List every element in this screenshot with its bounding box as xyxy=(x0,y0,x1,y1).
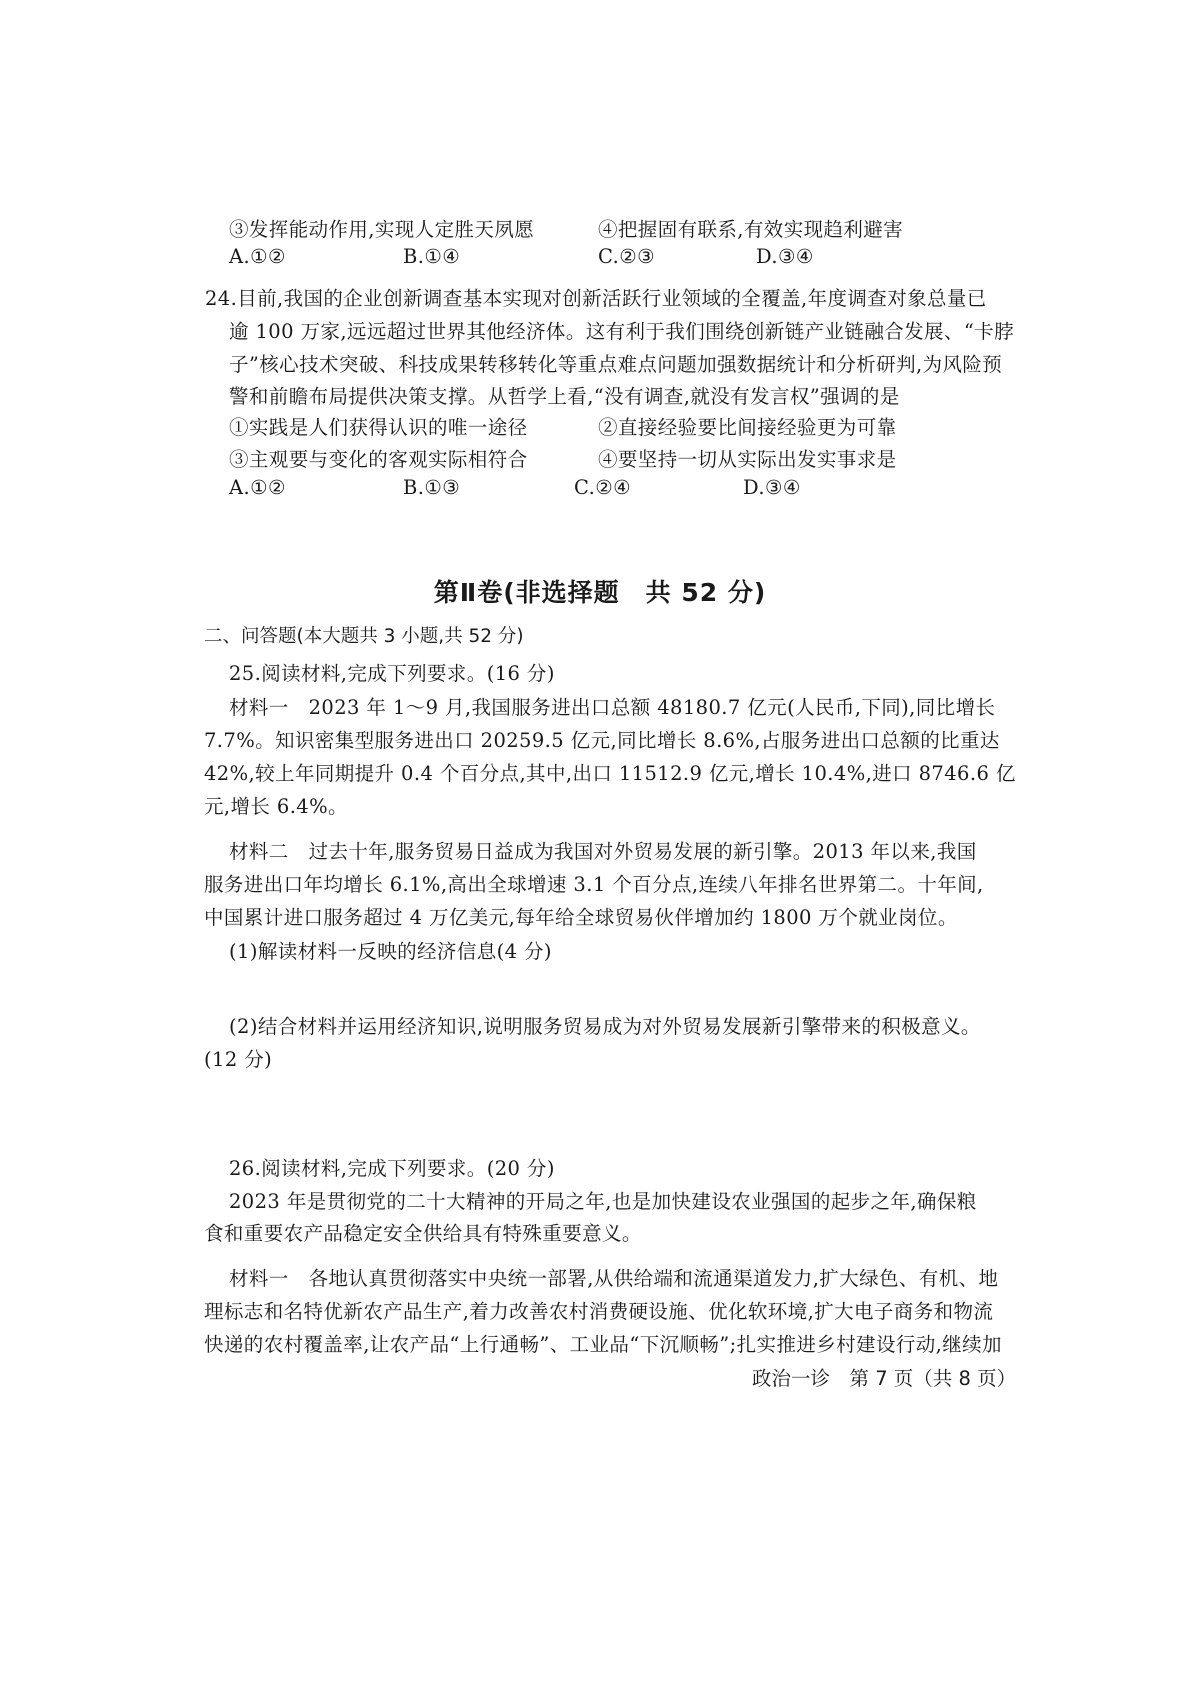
q24-option-1: ①实践是人们获得认识的唯一途径 xyxy=(229,416,528,439)
q24-line-2: 逾 100 万家,远远超过世界其他经济体。这有利于我们围绕创新链产业链融合发展、“卡脖 xyxy=(229,320,1014,343)
q25-heading: 25.阅读材料,完成下列要求。(16 分) xyxy=(229,662,555,685)
q24-line-1: 24.目前,我国的企业创新调查基本实现对创新活跃行业领域的全覆盖,年度调查对象总量已 xyxy=(205,287,987,310)
q25-subquestion-1: (1)解读材料一反映的经济信息(4 分) xyxy=(229,940,552,963)
q26-intro-line-2: 食和重要农产品稳定安全供给具有特殊重要意义。 xyxy=(204,1222,642,1245)
q24-choice-b: B.①③ xyxy=(403,476,461,499)
q25-subquestion-2: (2)结合材料并运用经济知识,说明服务贸易成为对外贸易发展新引擎带来的积极意义。 xyxy=(229,1015,981,1038)
q26-material-1-line-3: 快递的农村覆盖率,让农产品“上行通畅”、工业品“下沉顺畅”;扎实推进乡村建设行动,继续加 xyxy=(204,1333,1002,1356)
section-2-heading: 二、问答题(本大题共 3 小题,共 52 分) xyxy=(204,626,524,647)
q25-material-2-line-3: 中国累计进口服务超过 4 万亿美元,每年给全球贸易伙伴增加约 1800 万个就业岗位。 xyxy=(204,906,958,929)
q23-choice-c: C.②③ xyxy=(598,245,655,268)
q26-material-1-line-1: 材料一 各地认真贯彻落实中央统一部署,从供给端和流通渠道发力,扩大绿色、有机、地 xyxy=(229,1267,999,1290)
q24-option-2: ②直接经验要比间接经验更为可靠 xyxy=(598,416,897,439)
q24-line-4: 警和前瞻布局提供决策支撑。从哲学上看,“没有调查,就没有发言权”强调的是 xyxy=(229,385,900,408)
q24-option-3: ③主观要与变化的客观实际相符合 xyxy=(229,448,528,471)
page-footer: 政治一诊 第 7 页（共 8 页） xyxy=(752,1367,1017,1390)
q23-option-4: ④把握固有联系,有效实现趋利避害 xyxy=(598,218,904,241)
q26-heading: 26.阅读材料,完成下列要求。(20 分) xyxy=(229,1157,555,1180)
q24-choice-a: A.①② xyxy=(229,476,286,499)
q24-line-3: 子”核心技术突破、科技成果转移转化等重点难点问题加强数据统计和分析研判,为风险预 xyxy=(229,353,1003,376)
q26-material-1-line-2: 理标志和名特优新农产品生产,着力改善农村消费硬设施、优化软环境,扩大电子商务和物流 xyxy=(204,1300,994,1323)
q24-choice-d: D.③④ xyxy=(743,476,801,499)
q23-option-3: ③发挥能动作用,实现人定胜天夙愿 xyxy=(229,218,535,241)
q25-material-2-line-2: 服务进出口年均增长 6.1%,高出全球增速 3.1 个百分点,连续八年排名世界第二。十年间, xyxy=(204,873,984,896)
q25-subquestion-2-score: (12 分) xyxy=(204,1048,273,1071)
q23-choice-d: D.③④ xyxy=(756,245,814,268)
q25-material-1-line-1: 材料一 2023 年 1～9 月,我国服务进出口总额 48180.7 亿元(人民币,下同),同比增长 xyxy=(229,696,996,719)
q23-choice-b: B.①④ xyxy=(403,245,461,268)
q25-material-1-line-3: 42%,较上年同期提升 0.4 个百分点,其中,出口 11512.9 亿元,增长 10.4%,进口 8746.6 亿 xyxy=(204,762,1016,785)
q25-material-1-line-2: 7.7%。知识密集型服务进出口 20259.5 亿元,同比增长 8.6%,占服务进出口总额的比重达 xyxy=(204,729,1000,752)
part-2-title: 第Ⅱ卷(非选择题 共 52 分) xyxy=(433,578,767,607)
q24-option-4: ④要坚持一切从实际出发实事求是 xyxy=(598,448,897,471)
q25-material-1-line-4: 元,增长 6.4%。 xyxy=(204,795,348,818)
q23-choice-a: A.①② xyxy=(229,245,286,268)
q26-intro-line-1: 2023 年是贯彻党的二十大精神的开局之年,也是加快建设农业强国的起步之年,确保粮 xyxy=(229,1190,977,1213)
q24-choice-c: C.②④ xyxy=(574,476,631,499)
q25-material-2-line-1: 材料二 过去十年,服务贸易日益成为我国对外贸易发展的新引擎。2013 年以来,我国 xyxy=(229,840,977,863)
